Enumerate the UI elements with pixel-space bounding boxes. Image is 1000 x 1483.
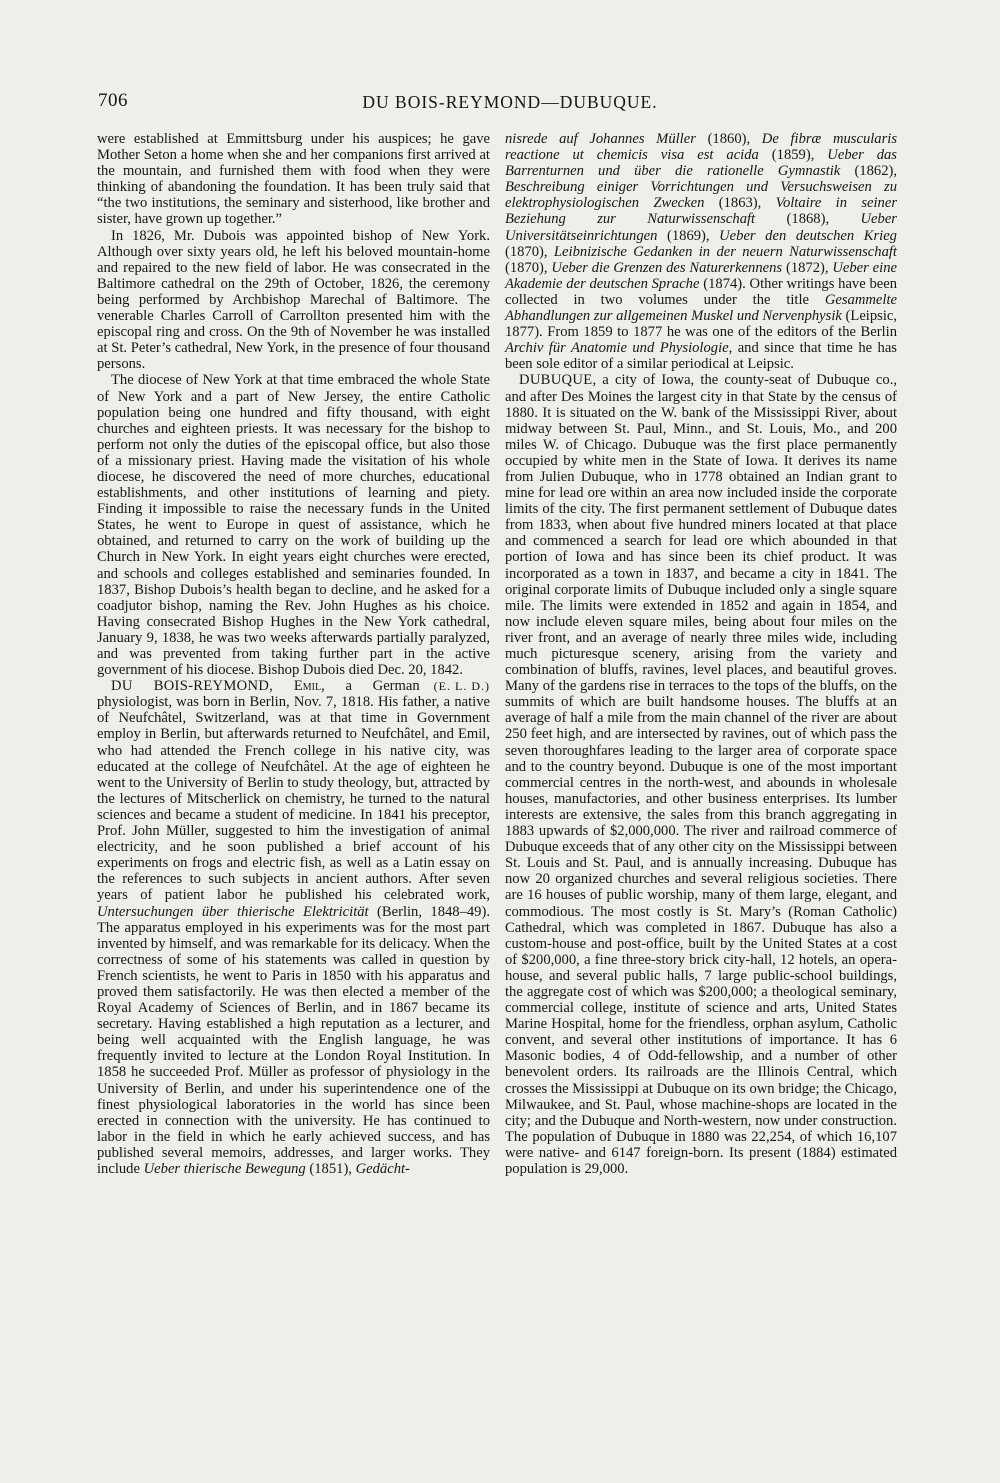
work-title-gedachtnisrede-start: Gedächt- [355, 1161, 410, 1177]
entry-text-3: (1851), [309, 1161, 352, 1177]
work-title-bewegung: Ueber thierische Bewegung [143, 1161, 306, 1177]
work-title-10: Ueber eine Akademie der deutschen Sprache [505, 259, 897, 292]
work-title-5: Voltaire in seiner Beziehung zur Naturwissenschaft [505, 195, 898, 228]
paragraph-dubois-bishop: In 1826, Mr. Dubois was appointed bishop of New York. Although over sixty years old, he left his beloved mountain-home and repaired to the new field of labor. He was consecrated in the Baltimore cathedral on the 29th of October, 1826, the ceremony being performed by Archbishop Marechal of Baltimore. The venerable Charles Carroll of Carrollton presented him with the episcopal ring and cross. On the 9th of November he was installed at St. Peter’s cathedral, New York, in the presence of four thousand persons. [97, 227, 490, 373]
work-title-9: Ueber die Grenzen des Naturerkennens [551, 259, 783, 276]
work-year-6: (1869), [666, 227, 710, 244]
work-year-2: (1859), [771, 147, 815, 164]
entry-text-dubuque: , a city of Iowa, the county-seat of Dubuque co., and after Des Moines the largest city in that State by the census of 1880. It is situated on the W. bank of the Mississippi River, about midway between St. Paul, Minn., and St. Louis, Mo., and 200 miles W. of Chicago. Dubuque was the first place permanently occupied by white men in the State of Iowa. It derives its name from Julien Dubuque, who in 1778 obtained an Indian grant to mine for lead ore within an area now included inside the corporate limits of the city. The first permanent settlement of Dubuque dates from 1833, when about five hundred miners located at that place and commenced a search for lead ore which abounded in that portion of Iowa and has since been its chief product. It was incorporated as a town in 1837, and became a city in 1841. The original corporate limits of Dubuque included only a single square mile. The limits were extended in 1852 and again in 1854, and now include eleven square miles, being about four miles on the river front, and an average of nearly three miles wide, including much picturesque scenery, arising from the variety and combination of bluffs, ravines, level places, and beautiful groves. Many of the gardens rise in terraces to the tops of the bluffs, on the summits of which are built handsome houses. The bluffs at an average of half a mile from the main channel of the river are about 250 feet high, and are intersected by ravines, out of which pass the seven thoroughfares leading to the larger area of corporate space and to the country beyond. Dubuque is one of the most important commercial centres in the north-west, and abounds in wholesale houses, manufactories, and other business enterprises. Its lumber interests are extensive, the sales from this branch aggregating in 1883 upwards of $2,000,000. The river and railroad commerce of Dubuque exceeds that of any other city on the Mississippi between St. Louis and St. Paul, and is annually increasing. Dubuque has now 20 organized churches and several religious societies. There are 16 houses of public worship, many of them large, elegant, and commodious. The most costly is St. Mary’s (Roman Catholic) Cathedral, which was completed in 1867. Dubuque has also a custom-house and post-office, built by the United States at a cost of $200,000, a fine three-story brick city-hall, 12 hotels, an opera-house, and several public halls, 7 large public-school buildings, the aggregate cost of which was $200,000; a theological seminary, commercial college, institute of science and arts, United States Marine Hospital, home for the friendless, orphan asylum, Catholic convent, and several other institutions of importance. It has 6 Masonic bodies, 4 of Odd-fellowship, and a number of other benevolent orders. Its railroads are the Illinois Central, which crosses the Mississippi at Dubuque on its own bridge; the Chicago, Milwaukee, and St. Paul, whose machine-shops are located in the city; and the Dubuque and North-western, now under construction. The population of Dubuque in 1880 was 22,254, of which 16,107 were native- and 6147 foreign-born. Its present (1884) estimated population is 29,000. [505, 372, 897, 1177]
work-year-4: (1863), [718, 195, 762, 212]
work-title-8: Leibnizische Gedanken in der neuern Naturwissenschaft [553, 243, 897, 260]
work-year-8: (1870), [505, 259, 548, 276]
work-year-5: (1868), [786, 211, 830, 228]
work-title-2: De fibræ muscularis reactione ut chemicis visa est acida [505, 131, 898, 164]
entry-text-editor: (Leipsic, 1877). From 1859 to 1877 he was one of the editors of the Berlin [505, 308, 898, 341]
work-year-9: (1872), [785, 259, 829, 276]
entry-text-1: , a German physiologist, was born in Berlin, Nov. 7, 1818. His father, a native of Neufchâtel, Switzerland, was at that time in Government employ in Berlin, but afterwards returned to Neufchâtel, and Emil, who had attended the French college in his native city, was educated at the college of Neufchâtel. At the age of eighteen he went to the University of Berlin to study theology, but, attracted by the lectures of Mitscherlick on chemistry, he turned to the natural sciences and became a student of medicine. In 1841 his preceptor, Prof. John Müller, suggested to him the investigation of animal electricity, and he soon published a brief account of his experiments on frogs and electric fish, as well as a Latin essay on the references to such subjects in ancient authors. After seven years of patient labor he published his celebrated work, [97, 678, 490, 904]
entry-given-name: Emil [293, 678, 322, 695]
work-title-4: Beschreibung einiger Vorrichtungen und Versuchsweisen zu elektrophysiologischen Zwecken [505, 179, 897, 212]
work-title-untersuchungen: Untersuchungen über thierische Elektricität [97, 903, 369, 920]
page-number: 706 [98, 90, 128, 111]
work-title-6: Ueber Universitätseinrichtungen [505, 211, 897, 244]
work-year-1: (1860), [707, 131, 751, 147]
work-year-7: (1870), [505, 243, 548, 260]
entry-text-2: (Berlin, 1848–49). The apparatus employed in his experiments was for the most part invented by himself, and was remarkable for its delicacy. When the correctness of some of his statements was called in question by French scientists, he went to Paris in 1850 with his apparatus and proved them satisfactorily. He was then elected a member of the Royal Academy of Sciences of Berlin, and in 1867 became its secretary. Having established a high reputation as a lecturer, and being well acquainted with the English language, he was frequently invited to lecture at the London Royal Institution. In 1858 he succeeded Prof. Müller as professor of physiology in the University of Berlin, and under his superintendence one of the finest physiological laboratories in the world has since been erected in connection with the university. He has continued to labor in the field in which he early achieved success, and has published several memoirs, addresses, and larger works. They include [97, 903, 490, 1177]
author-signature: (E. L. D.) [433, 679, 490, 694]
entry-dubuque [505, 372, 897, 1177]
entry-heading-dubuque: DUBUQUE [519, 372, 593, 389]
work-title-11: Gesammelte Abhandlungen zur allgemeinen Muskel und Nervenphysik [505, 291, 897, 325]
right-column [505, 131, 897, 1177]
entry-heading-du-bois-reymond: DU BOIS-REYMOND, [111, 678, 274, 695]
entry-text-leipsic: , and since that time he has been sole editor of a similar periodical at Leipsic. [505, 340, 897, 373]
work-year-3: (1862), [854, 163, 897, 180]
work-title-3: Ueber das Barrenturnen und über die rationelle Gymnastik [505, 147, 897, 180]
entry-du-bois-reymond-continued [505, 131, 897, 372]
paragraph-dubois-diocese-text: The diocese of New York at that time embraced the whole State of New York and a part of New Jersey, the entire Catholic population being one hundred and fifty thousand, with eight churches and eighteen priests. It was necessary for the bishop to perform not only the duties of the episcopal office, but also those of a missionary priest. Having made the visitation of his whole diocese, he discovered the need of more churches, educational establishments, and other institutions of learning and piety. Finding it impossible to raise the necessary funds in the United States, he went to Europe in quest of assistance, which he obtained, and returned to carry on the work of building up the Church in New York. In eight years eight churches were erected, and schools and colleges established and seminaries founded. In 1837, Bishop Dubois’s health began to decline, and he asked for a coadjutor bishop, naming the Rev. John Hughes as his choice. Having consecrated Bishop Hughes in the New York cathedral, January 9, 1838, he was two weeks afterwards partially paralyzed, and was prevented from taking further part in the active government of his diocese. Bishop Dubois died Dec. 20, 1842. [97, 372, 490, 679]
work-year-10: (1874). Other writings have been collected in two volumes under the title [505, 275, 898, 308]
running-title: DU BOIS-REYMOND—DUBUQUE. [362, 92, 658, 112]
work-title-7: Ueber den deutschen Krieg [719, 227, 897, 244]
left-column [97, 131, 490, 1177]
work-title-1: nisrede auf Johannes Müller [505, 131, 696, 147]
entry-du-bois-reymond [97, 678, 490, 1177]
journal-title-archiv: Archiv für Anatomie und Physiologie [505, 340, 729, 357]
paragraph-dubois-seminary: were established at Emmittsburg under his auspices; he gave Mother Seton a home when she and her companions first arrived at the mountain, and furnished them with food when they were thinking of abandoning the foundation. It has been truly said that “the two institutions, the seminary and sisterhood, like brother and sister, have grown up together.” [97, 131, 490, 228]
